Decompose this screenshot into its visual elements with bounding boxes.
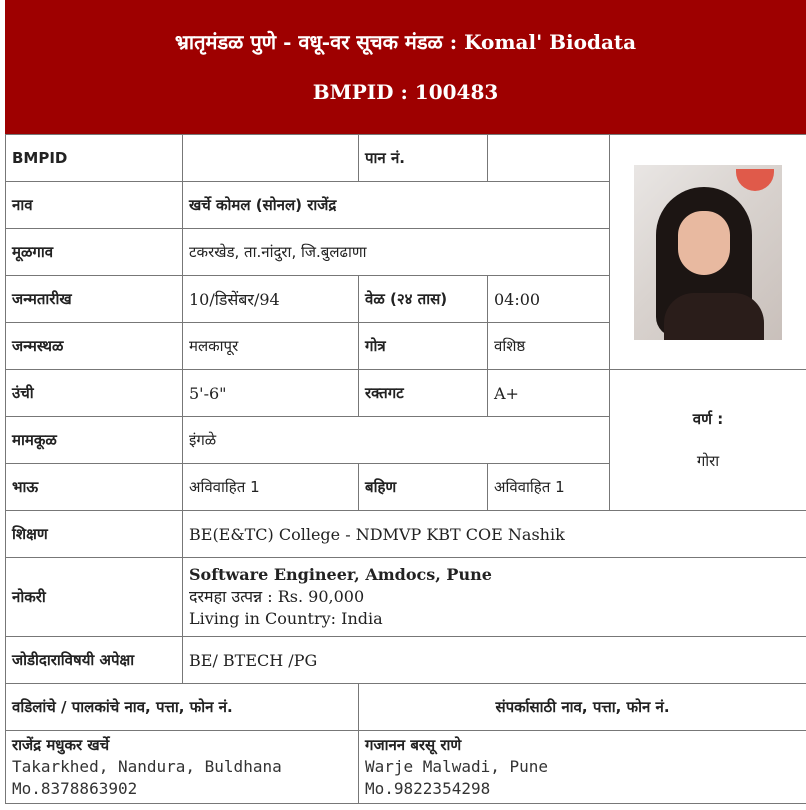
photo-lamp xyxy=(736,169,774,191)
complexion-value: गोरा xyxy=(696,452,720,470)
page-no-value xyxy=(488,135,610,182)
parents-name: राजेंद्र मधुकर खर्चे xyxy=(12,736,110,754)
brother-label: भाऊ xyxy=(6,464,183,511)
sister-value: अविवाहित 1 xyxy=(488,464,610,511)
table-row xyxy=(6,511,806,558)
table-row xyxy=(6,637,806,684)
gotra-value: वशिष्ठ xyxy=(488,323,610,370)
gotra-label: गोत्र xyxy=(359,323,488,370)
job-label: नोकरी xyxy=(6,558,183,637)
page-no-label: पान नं. xyxy=(359,135,488,182)
biodata-table xyxy=(5,134,806,804)
biodata-title: भ्रातृमंडळ पुणे - वधू-वर सूचक मंडळ : Komal' Biodata xyxy=(174,30,637,54)
contact-name: गजानन बरसू राणे xyxy=(365,736,462,754)
expectation-value: BE/ BTECH /PG xyxy=(183,637,806,684)
biodata-header xyxy=(5,0,806,134)
education-label: शिक्षण xyxy=(6,511,183,558)
profile-photo-cell xyxy=(610,135,806,370)
birthplace-value: मलकापूर xyxy=(183,323,359,370)
job-income: दरमहा उत्पन्न : Rs. 90,000 xyxy=(189,587,365,606)
dob-value: 10/डिसेंबर/94 xyxy=(183,276,359,323)
job-details xyxy=(183,558,806,637)
birthplace-label: जन्मस्थळ xyxy=(6,323,183,370)
complexion-cell xyxy=(610,370,806,511)
table-row xyxy=(6,731,806,804)
native-place-value: टकरखेड, ता.नांदुरा, जि.बुलढाणा xyxy=(183,229,610,276)
blood-group-label: रक्तगट xyxy=(359,370,488,417)
birth-time-value: 04:00 xyxy=(488,276,610,323)
blood-group-value: A+ xyxy=(488,370,610,417)
sister-label: बहिण xyxy=(359,464,488,511)
contact-person-cell xyxy=(359,731,806,804)
education-value: BE(E&TC) College - NDMVP KBT COE Nashik xyxy=(183,511,806,558)
native-place-label: मूळगाव xyxy=(6,229,183,276)
photo-shirt xyxy=(664,293,764,340)
bmpid-value xyxy=(183,135,359,182)
name-value: खर्चे कोमल (सोनल) राजेंद्र xyxy=(183,182,610,229)
brother-value: अविवाहित 1 xyxy=(183,464,359,511)
parents-contact-cell xyxy=(6,731,359,804)
job-country: Living in Country: India xyxy=(189,609,383,628)
job-title: Software Engineer, Amdocs, Pune xyxy=(189,565,492,584)
parents-address: Takarkhed, Nandura, Buldhana xyxy=(12,757,282,776)
table-row xyxy=(6,370,806,417)
height-value: 5'-6" xyxy=(183,370,359,417)
table-row xyxy=(6,558,806,637)
table-row xyxy=(6,135,806,182)
parents-contact-label: वडिलांचे / पालकांचे नाव, पत्ता, फोन नं. xyxy=(6,684,359,731)
contact-address: Warje Malwadi, Pune xyxy=(365,757,549,776)
name-label: नाव xyxy=(6,182,183,229)
birth-time-label: वेळ (२४ तास) xyxy=(359,276,488,323)
maternal-family-label: मामकूळ xyxy=(6,417,183,464)
complexion-label: वर्ण : xyxy=(692,410,724,428)
table-row xyxy=(6,684,806,731)
parents-phone[interactable]: Mo.8378863902 xyxy=(12,779,138,798)
bmpid-label: BMPID xyxy=(6,135,183,182)
photo-face xyxy=(678,211,730,275)
expectation-label: जोडीदाराविषयी अपेक्षा xyxy=(6,637,183,684)
dob-label: जन्मतारीख xyxy=(6,276,183,323)
height-label: उंची xyxy=(6,370,183,417)
contact-person-label: संपर्कासाठी नाव, पत्ता, फोन नं. xyxy=(359,684,806,731)
maternal-family-value: इंगळे xyxy=(183,417,610,464)
contact-phone[interactable]: Mo.9822354298 xyxy=(365,779,491,798)
profile-photo[interactable] xyxy=(634,165,782,340)
bmpid-heading: BMPID : 100483 xyxy=(312,80,499,104)
